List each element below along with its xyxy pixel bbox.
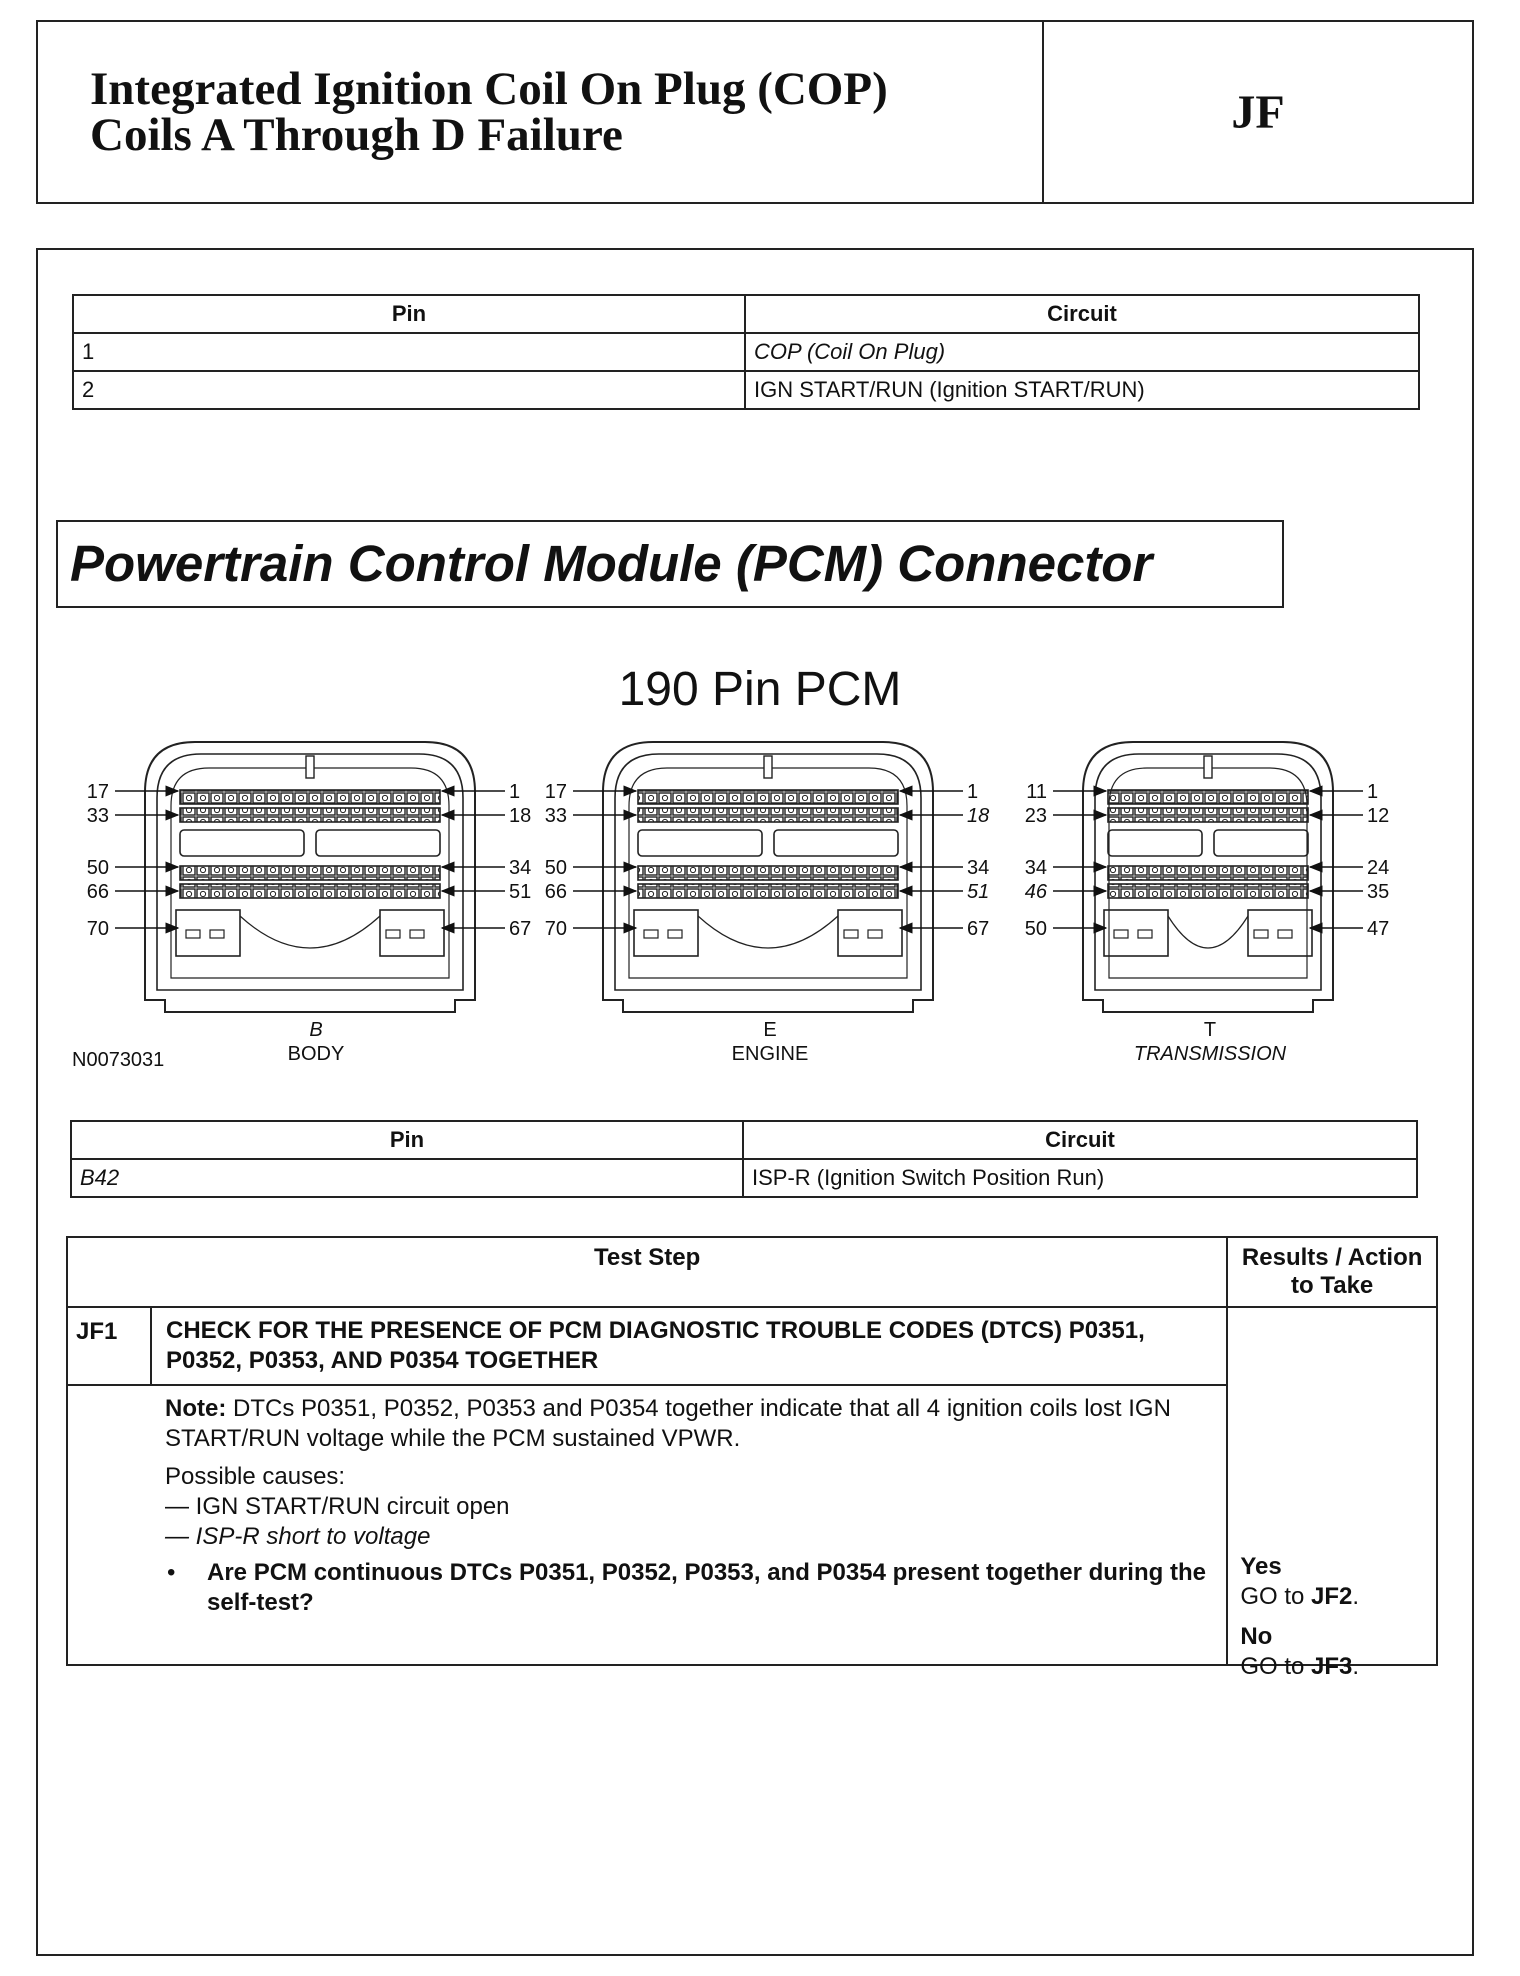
pin-number-label: 51 <box>967 881 990 903</box>
pin-number-label: 70 <box>544 918 567 940</box>
connector-engine <box>545 742 990 1065</box>
latch-slot <box>410 930 424 938</box>
pin-row <box>1108 790 1308 804</box>
center-block <box>638 830 762 856</box>
key-notch <box>764 756 772 778</box>
figure-id: N0073031 <box>72 1049 165 1071</box>
latch-slot <box>1278 930 1292 938</box>
latch-slot <box>868 930 882 938</box>
key-notch <box>306 756 314 778</box>
cause-item: — IGN START/RUN circuit open <box>165 1493 510 1520</box>
result-answer-no: No <box>1240 1623 1273 1650</box>
pin-row <box>638 790 898 804</box>
pin-row <box>638 884 898 898</box>
table-header-row <box>67 1237 1437 1307</box>
note-label: Note: <box>165 1395 227 1422</box>
go-to-jf3-link[interactable]: JF3 <box>1311 1653 1353 1680</box>
latch-curve <box>1168 916 1248 948</box>
pin-row <box>1108 866 1308 880</box>
step-id-spacer <box>67 1385 151 1665</box>
column-header-pin: Pin <box>71 1121 743 1159</box>
step-id: JF1 <box>67 1307 151 1385</box>
pin-row <box>180 790 440 804</box>
pin-number-label: 66 <box>86 881 109 903</box>
diagram-title: 190 Pin PCM <box>618 663 902 716</box>
connector-letter: B <box>309 1019 323 1041</box>
pin-number-label: 23 <box>1024 805 1047 827</box>
pin-number-label: 33 <box>86 805 109 827</box>
pin-cell: B42 <box>71 1159 743 1197</box>
latch-right <box>838 910 902 956</box>
latch-slot <box>1114 930 1128 938</box>
connector-transmission <box>1025 742 1390 1065</box>
pin-row <box>180 808 440 822</box>
pin-number-label: 51 <box>509 881 532 903</box>
connector-letter: E <box>763 1019 777 1041</box>
circuit-cell: ISP-R (Ignition Switch Position Run) <box>743 1159 1417 1197</box>
center-block <box>774 830 898 856</box>
step-title-row <box>67 1307 1437 1385</box>
connector-name: ENGINE <box>731 1043 809 1065</box>
pin-number-label: 50 <box>1024 918 1047 940</box>
action-suffix: . <box>1352 1653 1360 1680</box>
question-text: Are PCM continuous DTCs P0351, P0352, P0353, and P0354 present together during the self-test? <box>207 1559 1206 1616</box>
pin-row <box>638 808 898 822</box>
latch-slot <box>668 930 682 938</box>
table-header-row <box>71 1121 1417 1159</box>
latch-slot <box>1138 930 1152 938</box>
results-cell <box>1227 1307 1437 1680</box>
action-prefix: GO to <box>1240 1583 1311 1610</box>
center-block <box>1108 830 1202 856</box>
pin-number-label: 1 <box>967 781 979 803</box>
pin-row <box>1108 808 1308 822</box>
latch-slot <box>1254 930 1268 938</box>
step-question <box>165 1558 1212 1618</box>
connector-name: BODY <box>287 1043 345 1065</box>
section-code: JF <box>1231 85 1285 139</box>
result-action-yes <box>1240 1582 1359 1612</box>
cause-item: — ISP-R short to voltage <box>165 1523 431 1550</box>
connector-letter: T <box>1203 1019 1217 1041</box>
connector-body <box>87 742 532 1065</box>
latch-curve <box>698 916 838 948</box>
pin-number-label: 11 <box>1026 781 1047 803</box>
title-line-1: Integrated Ignition Coil On Plug (COP) <box>90 63 888 115</box>
latch-right <box>380 910 444 956</box>
latch-slot <box>844 930 858 938</box>
pin-number-label: 67 <box>509 918 532 940</box>
pcm-pin-table <box>70 1120 1418 1198</box>
note-text: DTCs P0351, P0352, P0353 and P0354 together indicate that all 4 ignition coils lost IGN START/RUN voltage while the PCM sustained VPWR. <box>165 1395 1171 1452</box>
circuit-cell: IGN START/RUN (Ignition START/RUN) <box>745 371 1419 409</box>
pin-row <box>180 884 440 898</box>
pin-number-label: 66 <box>544 881 567 903</box>
pin-number-label: 67 <box>967 918 990 940</box>
latch-slot <box>386 930 400 938</box>
pin-cell: 1 <box>73 333 745 371</box>
action-prefix: GO to <box>1240 1653 1311 1680</box>
pin-number-label: 35 <box>1367 881 1390 903</box>
latch-slot <box>644 930 658 938</box>
center-block <box>1214 830 1308 856</box>
pin-number-label: 50 <box>86 857 109 879</box>
pin-number-label: 34 <box>509 857 532 879</box>
step-note <box>165 1394 1212 1454</box>
center-block <box>180 830 304 856</box>
pin-number-label: 24 <box>1367 857 1390 879</box>
column-header-circuit: Circuit <box>743 1121 1417 1159</box>
pin-number-label: 1 <box>509 781 521 803</box>
pin-number-label: 12 <box>1367 805 1390 827</box>
center-block <box>316 830 440 856</box>
latch-slot <box>186 930 200 938</box>
pcm-connector-heading: Powertrain Control Module (PCM) Connector <box>56 520 1284 608</box>
pin-number-label: 33 <box>544 805 567 827</box>
title-line-2: Coils A Through D Failure <box>90 109 623 161</box>
column-header-results: Results / Action to Take <box>1227 1237 1437 1307</box>
pin-number-label: 17 <box>544 781 567 803</box>
pin-number-label: 34 <box>967 857 990 879</box>
pin-row <box>180 866 440 880</box>
table-row <box>71 1159 1417 1197</box>
pin-row <box>638 866 898 880</box>
pin-number-label: 17 <box>86 781 109 803</box>
pin-cell: 2 <box>73 371 745 409</box>
pin-number-label: 46 <box>1024 881 1047 903</box>
pin-number-label: 18 <box>967 805 990 827</box>
pin-number-label: 70 <box>86 918 109 940</box>
column-header-pin: Pin <box>73 295 745 333</box>
causes-label: Possible causes: <box>165 1463 346 1490</box>
test-step-table <box>66 1236 1438 1680</box>
bullet-icon: • <box>167 1559 176 1586</box>
result-action-no <box>1240 1652 1359 1682</box>
connector-name: TRANSMISSION <box>1133 1043 1287 1065</box>
circuit-cell: COP (Coil On Plug) <box>745 333 1419 371</box>
step-body <box>151 1385 1227 1665</box>
action-suffix: . <box>1352 1583 1360 1610</box>
pin-number-label: 1 <box>1367 781 1379 803</box>
go-to-jf2-link[interactable]: JF2 <box>1311 1583 1353 1610</box>
latch-curve <box>240 916 380 948</box>
pin-number-label: 18 <box>509 805 532 827</box>
step-title: CHECK FOR THE PRESENCE OF PCM DIAGNOSTIC TROUBLE CODES (DTCS) P0351, P0352, P0353, AND P0354 TOGETHER <box>151 1307 1227 1385</box>
column-header-circuit: Circuit <box>745 295 1419 333</box>
key-notch <box>1204 756 1212 778</box>
pin-row <box>1108 884 1308 898</box>
pin-number-label: 34 <box>1024 857 1047 879</box>
latch-slot <box>210 930 224 938</box>
pin-number-label: 50 <box>544 857 567 879</box>
result-answer-yes: Yes <box>1240 1553 1282 1580</box>
column-header-test-step: Test Step <box>67 1237 1227 1307</box>
latch-right <box>1248 910 1312 956</box>
pin-number-label: 47 <box>1367 918 1390 940</box>
